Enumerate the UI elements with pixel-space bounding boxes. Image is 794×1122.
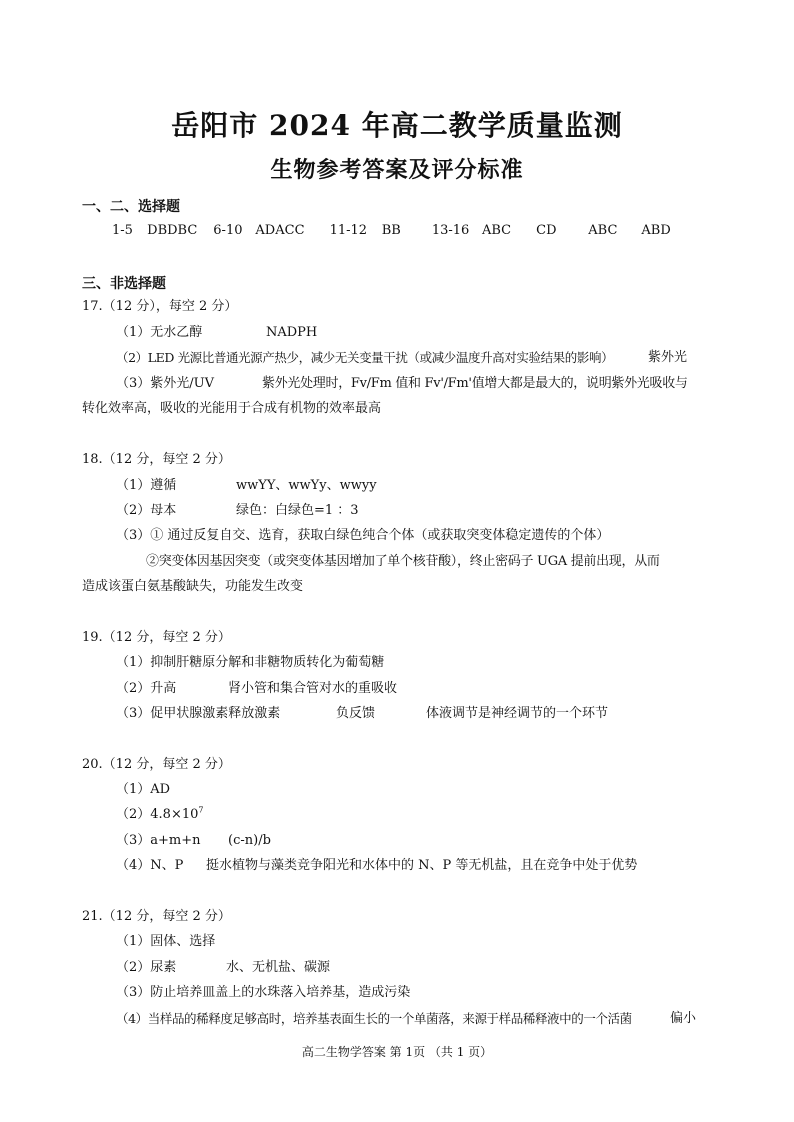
q19-answer-2: （2）升高 bbox=[116, 681, 177, 696]
choice-range: 13-16 bbox=[431, 223, 470, 238]
q17-header: 17.（12 分），每空 2 分） bbox=[82, 299, 238, 314]
q17-answer-2: （2）LED 光源比普通光源产热少，减少无关变量干扰（或减少温度升高对实验结果的影响） bbox=[116, 350, 614, 365]
q19-answer-3b: 负反馈 bbox=[336, 706, 376, 721]
choice-answers: ABD bbox=[641, 223, 671, 238]
q19-answer-3: （3）促甲状腺激素释放激素 bbox=[116, 706, 281, 721]
q17-answer-3b: 紫外光处理时，Fv/Fm 值和 Fv'/Fm'值增大都是最大的，说明紫外光吸收与 bbox=[262, 376, 688, 391]
section-choice-heading: 一、二、选择题 bbox=[82, 199, 180, 215]
q20-answer-3b: (c-n)/b bbox=[228, 833, 271, 848]
q19-answer-2b: 肾小管和集合管对水的重吸收 bbox=[228, 681, 398, 696]
choice-range: 1-5 bbox=[112, 223, 133, 238]
choice-answers: ABC bbox=[588, 223, 618, 238]
choice-range: 11-12 bbox=[329, 223, 368, 238]
choice-range: 6-10 bbox=[213, 223, 243, 238]
q18-answer-2b: 绿色：白绿色=1 ：3 bbox=[236, 503, 359, 518]
q21-answer-2: （2）尿素 bbox=[116, 960, 177, 975]
page-subtitle: 生物参考答案及评分标准 bbox=[270, 157, 524, 183]
choice-answers: ADACC bbox=[255, 223, 305, 238]
q18-answer-3b: ②突变体因基因突变（或突变体基因增加了单个核苷酸），终止密码子 UGA 提前出现，从而 bbox=[146, 554, 660, 569]
choice-answers: CD bbox=[536, 223, 557, 238]
choice-answers-row bbox=[112, 222, 681, 240]
q21-answer-2b: 水、无机盐、碳源 bbox=[226, 960, 331, 975]
page-title: 岳阳市 2024 年高二教学质量监测 bbox=[171, 109, 623, 142]
q18-answer-3: （3）① 通过反复自交、选育，获取白绿色纯合个体（或获取突变体稳定遗传的个体） bbox=[116, 528, 610, 543]
q18-answer-3c: 造成该蛋白氨基酸缺失，功能发生改变 bbox=[82, 579, 304, 594]
choice-answers: ABC bbox=[481, 223, 512, 238]
q18-answer-1b: wwYY、wwYy、wwyy bbox=[236, 478, 377, 493]
q20-answer-2-base: （2）4.8×10 bbox=[116, 807, 199, 822]
q20-answer-4b: 挺水植物与藻类竞争阳光和水体中的 N、P 等无机盐，且在竞争中处于优势 bbox=[206, 858, 638, 873]
q17-answer-3: （3）紫外光/UV bbox=[116, 376, 214, 391]
q21-answer-3: （3）防止培养皿盖上的水珠落入培养基，造成污染 bbox=[116, 985, 411, 1000]
choice-answers: BB bbox=[381, 223, 401, 238]
q17-answer-1b: NADPH bbox=[266, 325, 318, 340]
q20-answer-2-exponent: 7 bbox=[198, 805, 204, 815]
q20-header: 20.（12 分，每空 2 分） bbox=[82, 757, 231, 772]
q18-header: 18.（12 分，每空 2 分） bbox=[82, 452, 231, 467]
q18-answer-2: （2）母本 bbox=[116, 503, 177, 518]
q19-answer-3c: 体液调节是神经调节的一个环节 bbox=[426, 706, 609, 721]
q21-answer-1: （1）固体、选择 bbox=[116, 934, 216, 949]
section-nonchoice-heading: 三、非选择题 bbox=[82, 276, 166, 292]
q19-header: 19.（12 分，每空 2 分） bbox=[82, 630, 231, 645]
q20-answer-2 bbox=[116, 806, 203, 824]
q20-answer-1: （1）AD bbox=[116, 782, 171, 797]
q17-answer-2b: 紫外光 bbox=[648, 350, 688, 365]
q17-answer-1: （1）无水乙醇 bbox=[116, 325, 203, 340]
q21-header: 21.（12 分，每空 2 分） bbox=[82, 909, 231, 924]
q18-answer-1: （1）遵循 bbox=[116, 478, 177, 493]
choice-answers: DBDBC bbox=[147, 223, 198, 238]
q20-answer-3: （3）a+m+n bbox=[116, 833, 201, 848]
q21-answer-4b: 偏小 bbox=[670, 1011, 697, 1026]
q21-answer-4: （4）当样品的稀释度足够高时，培养基表面生长的一个单菌落，来源于样品稀释液中的一个活菌 bbox=[116, 1011, 632, 1026]
q19-answer-1: （1）抑制肝糖原分解和非糖物质转化为葡萄糖 bbox=[116, 655, 385, 670]
page-footer: 高二生物学答案 第 1页 （共 1 页） bbox=[301, 1045, 493, 1059]
q20-answer-4: （4）N、P bbox=[116, 858, 184, 873]
q17-answer-3c: 转化效率高，吸收的光能用于合成有机物的效率最高 bbox=[82, 401, 382, 416]
